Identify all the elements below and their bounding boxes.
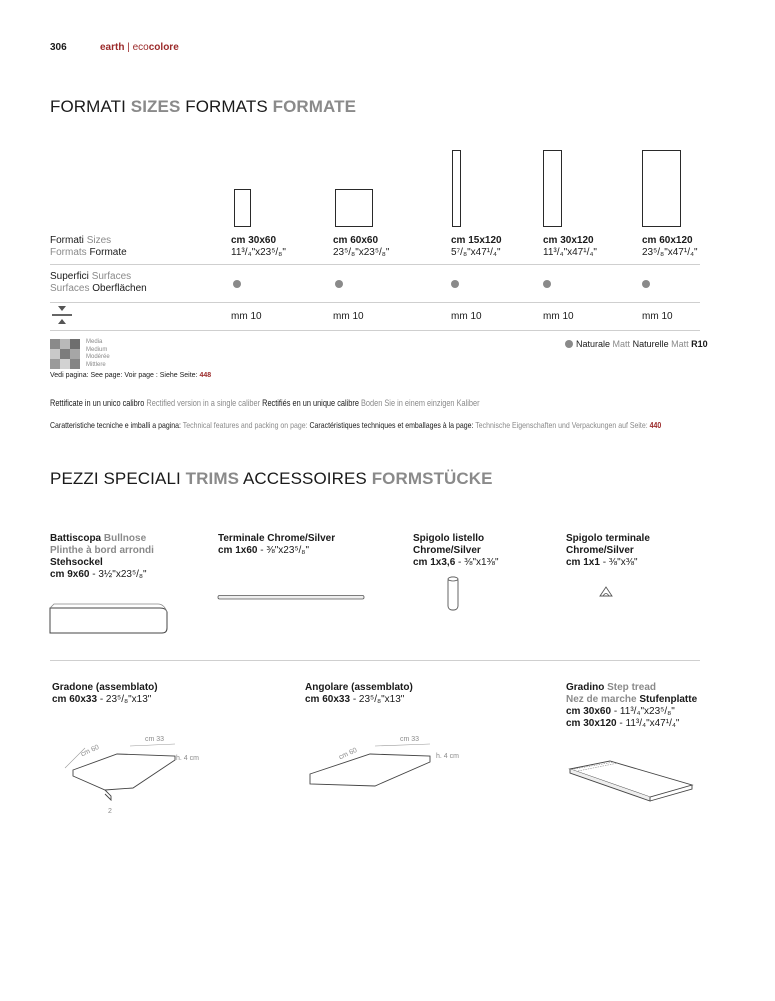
trim-name-fr: Plinthe à bord arrondi: [50, 545, 154, 556]
surface-dot: [642, 280, 650, 288]
trim-size: cm 60x33: [52, 694, 98, 705]
shade-label: Mittlere: [86, 361, 106, 368]
title-fr: FORMATS: [185, 97, 268, 116]
label-en: Sizes: [86, 235, 112, 246]
trim-size: cm 30x60: [566, 706, 612, 717]
trim-name-2: Chrome/Silver: [413, 545, 481, 556]
divider: [50, 302, 700, 303]
size-inch: 23⁵/₈"x23⁵/₈": [333, 247, 390, 258]
label-it: Formati: [50, 235, 84, 246]
trim-inch: - 11³/₄"x47¹/₄": [616, 718, 680, 729]
size-inch: 23⁵/₈"x47¹/₄": [642, 247, 698, 258]
thickness-3: mm 10: [451, 311, 482, 322]
see-page-number: 448: [199, 372, 212, 379]
trim-name: Gradone (assemblato): [52, 682, 158, 693]
angolare-dim-a: cm 60: [338, 746, 359, 762]
see-page: [50, 372, 211, 379]
size-inch: 11³/₄"x23⁵/₈": [231, 247, 286, 258]
trim-size: cm 9x60: [50, 569, 90, 580]
bullnose-drawing: [50, 600, 175, 640]
thickness-icon: [52, 306, 72, 328]
trim-size: cm 1x1: [566, 557, 600, 568]
trim-inch: - 11³/₄"x23⁵/₈": [611, 706, 675, 717]
series-prefix: eco: [132, 42, 149, 53]
trim-name-en: Bullnose: [103, 533, 147, 544]
title-de: FORMATE: [272, 97, 357, 116]
size-inch: 11³/₄"x47¹/₄": [543, 247, 597, 258]
trim-name-de: Stehsockel: [50, 557, 103, 568]
surface-dot: [335, 280, 343, 288]
trim-name: Battiscopa: [50, 533, 102, 544]
rectified-note: [50, 398, 480, 408]
tech-en: Technical features and packing on page:: [182, 420, 308, 430]
surface-dot: [233, 280, 241, 288]
trim-size: cm 60x33: [305, 694, 351, 705]
finish-it: Naturale: [576, 339, 611, 349]
trim-inch: - 3½"x23⁵/₈": [89, 569, 147, 580]
surface-dot: [451, 280, 459, 288]
listello-drawing: [446, 575, 462, 613]
shade-variation-icon: [50, 339, 80, 369]
trim-name-2: Chrome/Silver: [566, 545, 634, 556]
gradino-drawing: [566, 755, 696, 805]
trim-size: cm 1x60: [218, 545, 258, 556]
chrome-terminal-drawing: [218, 595, 368, 601]
trims-title: [50, 469, 493, 489]
tile-30x60: [234, 189, 251, 227]
tile-30x120: [543, 150, 562, 227]
trim-name: Spigolo terminale: [566, 533, 650, 544]
surfaces-row-label: [50, 271, 147, 295]
angolare-dim-b: cm 33: [400, 736, 420, 743]
see-page-text: Vedi pagina: See page: Voir page : Siehe Seite:: [50, 372, 198, 379]
title-en: SIZES: [130, 97, 181, 116]
gradone-dim-h: h. 4 cm: [176, 755, 199, 762]
size-col-4: [543, 235, 597, 259]
title-fr: ACCESSOIRES: [242, 469, 367, 488]
label-de: Formate: [89, 247, 127, 258]
size-cm: cm 15x120: [451, 235, 502, 246]
trim-name: Spigolo listello: [413, 533, 485, 544]
brand-separator: |: [127, 42, 130, 53]
finish-dot-icon: [565, 340, 573, 348]
size-inch: 5⁷/₈"x47¹/₄": [451, 247, 501, 258]
trim-name-de: Stufenplatte: [639, 694, 698, 705]
finish-de: Matt: [671, 339, 689, 349]
tile-60x120: [642, 150, 681, 227]
trim-name: Terminale Chrome/Silver: [218, 533, 336, 544]
trim-name: Gradino: [566, 682, 605, 693]
angolare-dim-h: h. 4 cm: [436, 753, 459, 760]
tile-15x120: [452, 150, 461, 227]
trim-chrome-terminal: [218, 533, 335, 557]
terminale-drawing: [598, 585, 614, 599]
trim-size: cm 1x3,6: [413, 557, 456, 568]
tech-fr: Caractéristiques techniques et emballages à la page:: [309, 420, 474, 430]
size-col-5: [642, 235, 698, 259]
trim-inch: - ⅜"x1⅜": [455, 557, 499, 568]
gradone-dim-t: 2: [108, 808, 112, 815]
shade-label: Modérée: [86, 354, 110, 360]
series-suffix: colore: [148, 42, 179, 53]
trim-gradone: [52, 682, 158, 706]
shade-labels: [86, 339, 110, 369]
divider: [50, 264, 700, 265]
rect-en: Rectified version in a single caliber: [146, 398, 261, 408]
trim-inch: - 23⁵/₈"x13": [350, 694, 405, 705]
finish-legend: [565, 339, 708, 349]
title-en: TRIMS: [185, 469, 240, 488]
finish-en: Matt: [612, 339, 631, 349]
label-fr: Surfaces: [50, 283, 90, 294]
finish-fr: Naturelle: [632, 339, 669, 349]
tech-page-number: 440: [649, 420, 662, 430]
thickness-1: mm 10: [231, 311, 262, 322]
trim-name: Angolare (assemblato): [305, 682, 413, 693]
shade-label: Medium: [86, 346, 108, 353]
angolare-drawing: [300, 738, 440, 798]
gradone-dim-a: cm 60: [80, 743, 101, 759]
size-col-1: [231, 235, 286, 259]
trim-spigolo-listello: [413, 533, 499, 569]
size-cm: cm 60x120: [642, 235, 693, 246]
rect-de: Boden Sie in einem einzigen Kaliber: [360, 398, 480, 408]
size-col-3: [451, 235, 502, 259]
label-fr: Formats: [50, 247, 87, 258]
tech-de: Technische Eigenschaften und Verpackungen auf Seite:: [475, 420, 648, 430]
page-number: 306: [50, 42, 67, 53]
rect-it: Rettificate in un unico calibro: [50, 398, 145, 408]
trim-gradino: [566, 682, 697, 730]
finish-rating: R10: [691, 339, 708, 349]
brand-header: [100, 42, 179, 53]
trim-name-en: Step tread: [607, 682, 657, 693]
gradone-drawing: [55, 738, 195, 818]
divider: [50, 660, 700, 661]
title-de: FORMSTÜCKE: [371, 469, 493, 488]
rect-fr: Rectifiés en un unique calibre: [262, 398, 359, 408]
title-it: FORMATI: [50, 97, 126, 116]
shade-label: Media: [86, 339, 103, 345]
size-cm: cm 30x120: [543, 235, 594, 246]
label-de: Oberflächen: [92, 283, 147, 294]
trim-angolare: [305, 682, 413, 706]
brand-name: earth: [100, 42, 125, 53]
thickness-2: mm 10: [333, 311, 364, 322]
label-en: Surfaces: [91, 271, 132, 282]
size-cm: cm 60x60: [333, 235, 379, 246]
surface-dot: [543, 280, 551, 288]
trim-name-fr: Nez de marche: [566, 694, 637, 705]
tile-60x60: [335, 189, 373, 227]
size-cm: cm 30x60: [231, 235, 277, 246]
size-col-2: [333, 235, 389, 259]
thickness-5: mm 10: [642, 311, 673, 322]
sizes-row-label: [50, 235, 127, 259]
divider: [50, 330, 700, 331]
formats-title: [50, 97, 356, 117]
trim-size: cm 30x120: [566, 718, 617, 729]
trim-inch: - 23⁵/₈"x13": [97, 694, 152, 705]
trim-spigolo-terminale: [566, 533, 650, 569]
technical-note: [50, 420, 661, 430]
thickness-4: mm 10: [543, 311, 574, 322]
trim-bullnose: [50, 533, 154, 581]
trim-inch: - ⅜"x⅜": [599, 557, 638, 568]
label-it: Superfici: [50, 271, 89, 282]
gradone-dim-b: cm 33: [145, 736, 165, 743]
trim-inch: - ⅜"x23⁵/₈": [257, 545, 310, 556]
title-it: PEZZI SPECIALI: [50, 469, 181, 488]
tech-it: Caratteristiche tecniche e imballi a pagina:: [50, 420, 181, 430]
